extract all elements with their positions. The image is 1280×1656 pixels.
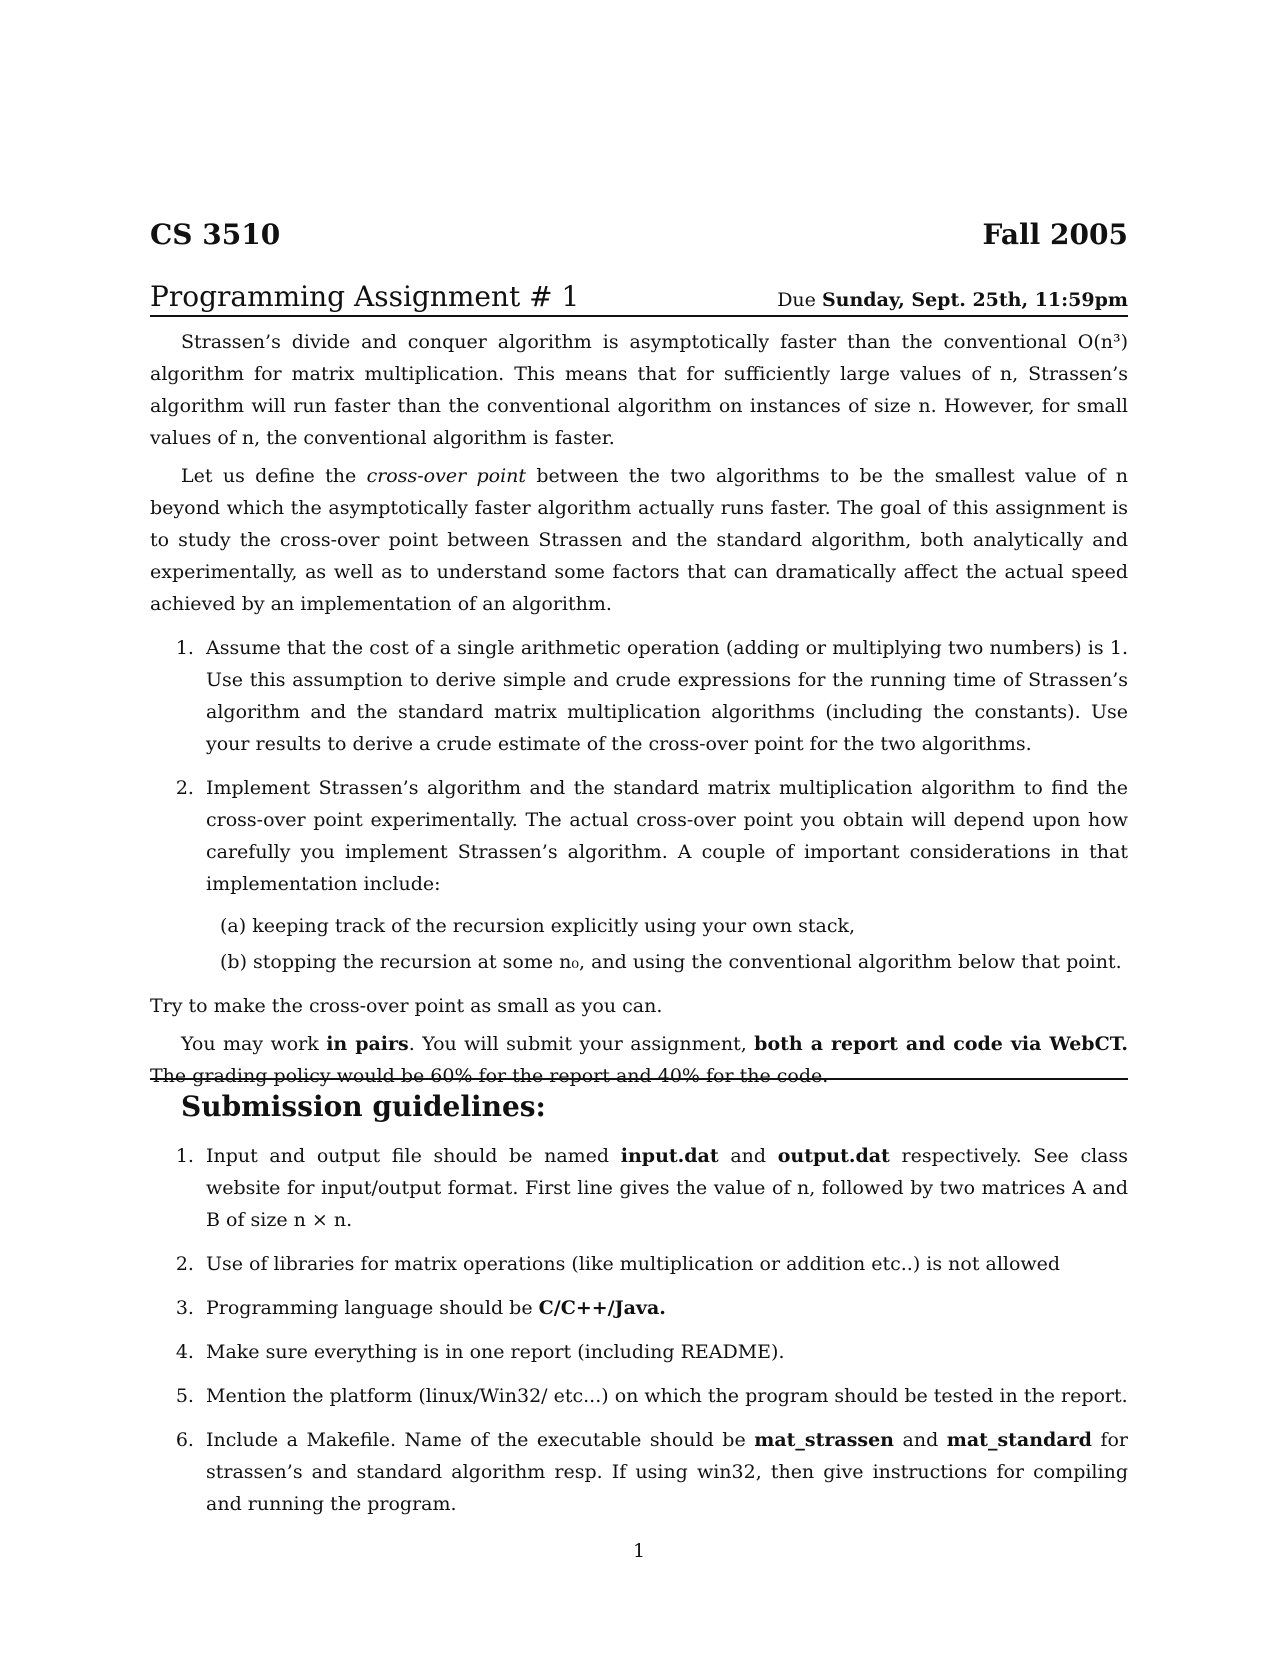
page-number: 1 bbox=[632, 1540, 646, 1562]
guideline-3: 3. Programming language should be C/C++/Java. bbox=[200, 1292, 1128, 1324]
guidelines-section bbox=[150, 1140, 1128, 1532]
subtask-list bbox=[206, 910, 1128, 978]
guidelines-list bbox=[150, 1140, 1128, 1520]
guideline-4: 4. Make sure everything is in one report (including README). bbox=[200, 1336, 1128, 1368]
course-header bbox=[150, 218, 1128, 251]
cross-over-term: cross-over point bbox=[366, 465, 527, 487]
term: Fall 2005 bbox=[982, 218, 1128, 251]
task-item-2: 2. Implement Strassen’s algorithm and the standard matrix multiplication algorithm to find the cross-over point experimentally. The actual cross-over point you obtain will depend upon how carefully you implement Strassen’s algorithm. A couple of important considerations in that implementation include: (a) keeping track of the recursion explicitly using your own stack, (b) stopping the recursion at some n₀, and using the conventional algorithm below that point. bbox=[200, 772, 1128, 978]
due-date-value: Sunday, Sept. 25th, 11:59pm bbox=[821, 289, 1128, 311]
guideline-5: 5. Mention the platform (linux/Win32/ etc...) on which the program should be tested in the report. bbox=[200, 1380, 1128, 1412]
course-code: CS 3510 bbox=[150, 218, 281, 251]
submission-paragraph: You may work in pairs. You will submit your assignment, both a report and code via WebCT. The grading policy would be 60% for the report and 40% for the code. bbox=[150, 1033, 1128, 1087]
intro-paragraph-1: Strassen’s divide and conquer algorithm is asymptotically faster than the conventional O(n³) algorithm for matrix multiplication. This means that for sufficiently large values of n, Strassen’s algorithm will run faster than the conventional algorithm on instances of size n. However, for small values of n, the conventional algorithm is faster. bbox=[150, 331, 1128, 449]
intro-paragraph-2: Let us define the cross-over point between the two algorithms to be the smallest value of n beyond which the asymptotically faster algorithm actually runs faster. The goal of this assignment is to study the cross-over point between Strassen and the standard algorithm, both analytically and experimentally, as well as to understand some factors that can dramatically affect the actual speed achieved by an implementation of an algorithm. bbox=[150, 465, 1128, 615]
due-prefix: Due bbox=[777, 289, 822, 311]
guideline-2: 2. Use of libraries for matrix operations (like multiplication or addition etc..) is not allowed bbox=[200, 1248, 1128, 1280]
guideline-6: 6. Include a Makefile. Name of the executable should be mat_strassen and mat_standard for strassen’s and standard algorithm resp. If using win32, then give instructions for compiling and running the program. bbox=[200, 1424, 1128, 1520]
section-divider bbox=[150, 1078, 1128, 1080]
task-list bbox=[150, 632, 1128, 978]
subtask-a: (a) keeping track of the recursion explicitly using your own stack, bbox=[220, 915, 856, 937]
assignment-title: Programming Assignment # 1 bbox=[150, 280, 580, 313]
due-date bbox=[777, 289, 1128, 311]
task-item-1: 1. Assume that the cost of a single arithmetic operation (adding or multiplying two numbers) is 1. Use this assumption to derive simple and crude expressions for the running time of Strassen’s algorithm and the standard matrix multiplication algorithms (including the constants). Use your results to derive a crude estimate of the cross-over point for the two algorithms. bbox=[200, 632, 1128, 760]
guidelines-heading: Submission guidelines: bbox=[181, 1090, 546, 1123]
guideline-1: 1. Input and output file should be named input.dat and output.dat respectively. See class website for input/output format. First line gives the value of n, followed by two matrices A and B of size n × n. bbox=[200, 1140, 1128, 1236]
subtask-b: (b) stopping the recursion at some n₀, and using the conventional algorithm below that point. bbox=[220, 951, 1122, 973]
assignment-title-row bbox=[150, 280, 1128, 317]
assignment-body bbox=[150, 326, 1128, 1098]
try-paragraph: Try to make the cross-over point as small as you can. bbox=[150, 995, 663, 1017]
